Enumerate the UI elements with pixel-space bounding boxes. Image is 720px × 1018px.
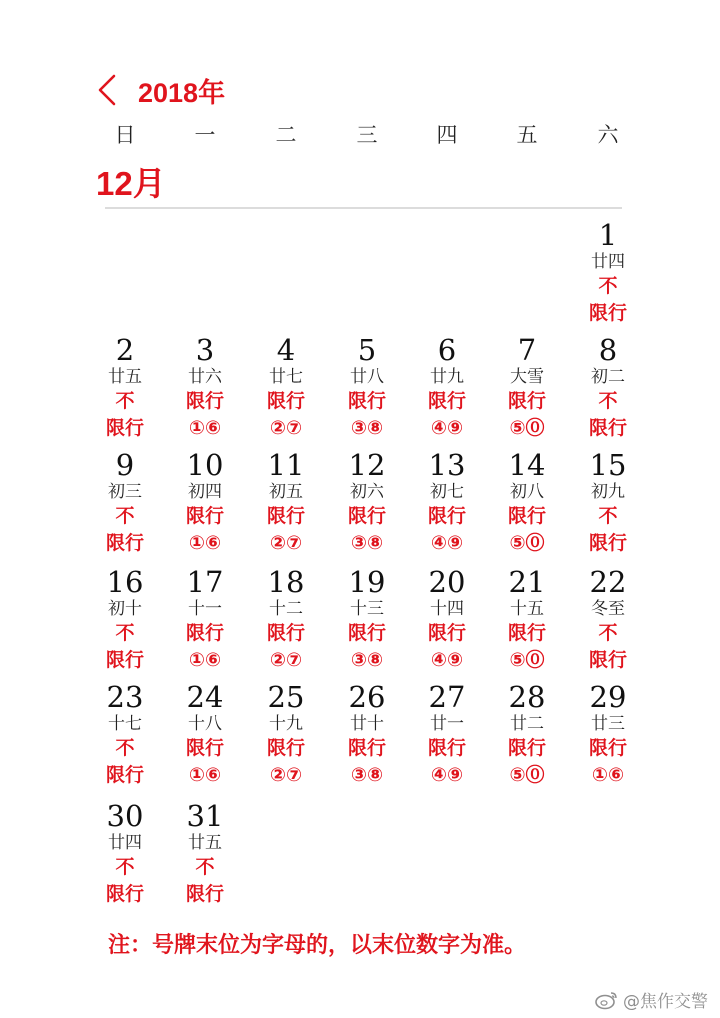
day-cell[interactable] — [571, 449, 645, 557]
restriction-line-2: ②⑦ — [269, 649, 303, 671]
restriction-line-2: 限行 — [105, 764, 144, 786]
restriction-line-2: 限行 — [588, 532, 627, 554]
day-cell[interactable] — [330, 449, 404, 557]
weekday-mon: 一 — [194, 123, 216, 147]
day-number: 2 — [115, 333, 135, 367]
restriction-line-1: 不 — [195, 856, 215, 878]
day-number: 4 — [276, 333, 296, 367]
day-number: 21 — [508, 565, 546, 599]
restriction-line-2: 限行 — [185, 883, 224, 905]
restriction-line-2: 限行 — [588, 417, 627, 439]
restriction-line-1: 不 — [598, 275, 618, 297]
restriction-line-2: ②⑦ — [269, 532, 303, 554]
lunar-date: 廿三 — [591, 714, 625, 734]
day-number: 8 — [598, 333, 618, 367]
day-number: 13 — [428, 448, 466, 482]
lunar-date: 廿四 — [591, 252, 625, 272]
weekday-sun: 日 — [114, 123, 136, 147]
restriction-line-1: 不 — [598, 505, 618, 527]
divider — [105, 207, 622, 209]
restriction-line-1: 不 — [115, 622, 135, 644]
restriction-line-2: ①⑥ — [591, 764, 625, 786]
day-cell[interactable] — [168, 681, 242, 789]
lunar-date: 十三 — [350, 599, 384, 619]
day-cell[interactable] — [490, 449, 564, 557]
day-number: 11 — [267, 448, 305, 482]
restriction-line-2: 限行 — [588, 649, 627, 671]
month-label: 12月 — [96, 165, 166, 202]
lunar-date: 初九 — [591, 482, 625, 502]
restriction-line-1: 不 — [115, 390, 135, 412]
lunar-date: 十四 — [430, 599, 464, 619]
restriction-line-1: 限行 — [507, 390, 546, 412]
weibo-logo-icon — [595, 990, 619, 1010]
restriction-line-2: ③⑧ — [350, 649, 384, 671]
lunar-date: 十五 — [510, 599, 544, 619]
day-cell[interactable] — [410, 681, 484, 789]
day-number: 12 — [348, 448, 386, 482]
lunar-date: 冬至 — [591, 599, 625, 619]
weekday-header-row — [0, 118, 720, 152]
restriction-line-1: 不 — [115, 737, 135, 759]
restriction-line-1: 限行 — [427, 622, 466, 644]
footnote: 注：号牌末位为字母的，以末位数字为准。 — [108, 933, 527, 958]
restriction-line-1: 限行 — [266, 505, 305, 527]
restriction-line-2: ⑤⓪ — [509, 532, 545, 554]
day-cell[interactable] — [490, 681, 564, 789]
restriction-line-1: 限行 — [427, 505, 466, 527]
lunar-date: 十九 — [269, 714, 303, 734]
restriction-line-1: 限行 — [347, 622, 386, 644]
restriction-line-2: 限行 — [588, 302, 627, 324]
lunar-date: 廿八 — [350, 367, 384, 387]
lunar-date: 十七 — [108, 714, 142, 734]
weekday-fri: 五 — [516, 123, 538, 147]
lunar-date: 廿九 — [430, 367, 464, 387]
day-cell[interactable] — [168, 334, 242, 442]
day-cell[interactable] — [330, 566, 404, 674]
restriction-line-1: 限行 — [347, 737, 386, 759]
day-cell[interactable] — [490, 334, 564, 442]
weekday-tue: 二 — [275, 123, 297, 147]
restriction-line-2: ③⑧ — [350, 417, 384, 439]
restriction-line-2: ①⑥ — [188, 649, 222, 671]
day-number: 5 — [357, 333, 377, 367]
day-cell[interactable] — [168, 800, 242, 908]
day-number: 3 — [195, 333, 215, 367]
lunar-date: 初七 — [430, 482, 464, 502]
restriction-line-2: ③⑧ — [350, 532, 384, 554]
restriction-line-1: 限行 — [185, 390, 224, 412]
restriction-line-1: 限行 — [185, 622, 224, 644]
weekday-wed: 三 — [356, 123, 378, 147]
watermark-text: @焦作交警 — [623, 992, 708, 1012]
weekday-thu: 四 — [436, 123, 458, 147]
restriction-line-1: 限行 — [185, 737, 224, 759]
lunar-date: 初八 — [510, 482, 544, 502]
day-number: 6 — [437, 333, 457, 367]
restriction-line-1: 限行 — [507, 505, 546, 527]
lunar-date: 廿四 — [108, 833, 142, 853]
restriction-line-1: 限行 — [347, 505, 386, 527]
lunar-date: 初二 — [591, 367, 625, 387]
weekday-sat: 六 — [597, 123, 619, 147]
restriction-line-2: ①⑥ — [188, 764, 222, 786]
day-cell[interactable] — [571, 334, 645, 442]
restriction-line-2: ⑤⓪ — [509, 764, 545, 786]
day-number: 24 — [186, 680, 224, 714]
day-cell[interactable] — [88, 334, 162, 442]
day-cell[interactable] — [330, 681, 404, 789]
lunar-date: 廿五 — [108, 367, 142, 387]
day-number: 25 — [267, 680, 305, 714]
day-cell[interactable] — [88, 449, 162, 557]
lunar-date: 廿五 — [188, 833, 222, 853]
day-number: 26 — [348, 680, 386, 714]
day-cell[interactable] — [88, 566, 162, 674]
day-cell[interactable] — [571, 566, 645, 674]
lunar-date: 初三 — [108, 482, 142, 502]
day-cell[interactable] — [490, 566, 564, 674]
restriction-line-1: 限行 — [507, 737, 546, 759]
lunar-date: 廿一 — [430, 714, 464, 734]
restriction-line-2: ⑤⓪ — [509, 417, 545, 439]
day-number: 17 — [186, 565, 224, 599]
day-cell[interactable] — [249, 566, 323, 674]
restriction-line-2: ③⑧ — [350, 764, 384, 786]
day-number: 9 — [115, 448, 135, 482]
day-number: 28 — [508, 680, 546, 714]
restriction-line-2: ④⑨ — [430, 764, 464, 786]
restriction-line-1: 限行 — [266, 737, 305, 759]
lunar-date: 初六 — [350, 482, 384, 502]
day-cell[interactable] — [168, 566, 242, 674]
watermark — [595, 987, 708, 1012]
day-number: 19 — [348, 565, 386, 599]
restriction-line-2: ⑤⓪ — [509, 649, 545, 671]
day-cell[interactable] — [168, 449, 242, 557]
restriction-line-2: ①⑥ — [188, 532, 222, 554]
day-cell[interactable] — [571, 681, 645, 789]
restriction-line-2: ②⑦ — [269, 764, 303, 786]
restriction-line-1: 限行 — [507, 622, 546, 644]
restriction-line-2: 限行 — [105, 883, 144, 905]
day-number: 10 — [186, 448, 224, 482]
day-cell[interactable] — [88, 800, 162, 908]
lunar-date: 初五 — [269, 482, 303, 502]
day-cell[interactable] — [571, 219, 645, 327]
lunar-date: 廿十 — [350, 714, 384, 734]
day-number: 20 — [428, 565, 466, 599]
lunar-date: 大雪 — [510, 367, 544, 387]
restriction-line-1: 不 — [598, 390, 618, 412]
restriction-line-2: 限行 — [105, 649, 144, 671]
restriction-line-2: 限行 — [105, 417, 144, 439]
lunar-date: 十一 — [188, 599, 222, 619]
day-cell[interactable] — [249, 681, 323, 789]
restriction-line-1: 限行 — [185, 505, 224, 527]
day-cell[interactable] — [410, 334, 484, 442]
year-header — [96, 70, 225, 110]
day-number: 18 — [267, 565, 305, 599]
restriction-line-1: 限行 — [427, 390, 466, 412]
day-number: 30 — [106, 799, 144, 833]
lunar-date: 廿六 — [188, 367, 222, 387]
restriction-line-1: 限行 — [266, 390, 305, 412]
restriction-line-2: ①⑥ — [188, 417, 222, 439]
restriction-line-2: ④⑨ — [430, 532, 464, 554]
restriction-line-1: 限行 — [266, 622, 305, 644]
lunar-date: 十八 — [188, 714, 222, 734]
restriction-line-1: 不 — [598, 622, 618, 644]
restriction-line-1: 不 — [115, 505, 135, 527]
lunar-date: 初四 — [188, 482, 222, 502]
lunar-date: 廿七 — [269, 367, 303, 387]
day-number: 1 — [598, 218, 618, 252]
day-cell[interactable] — [249, 334, 323, 442]
day-number: 27 — [428, 680, 466, 714]
day-number: 23 — [106, 680, 144, 714]
lunar-date: 廿二 — [510, 714, 544, 734]
day-cell[interactable] — [410, 566, 484, 674]
day-number: 15 — [589, 448, 627, 482]
restriction-line-1: 限行 — [588, 737, 627, 759]
restriction-line-2: 限行 — [105, 532, 144, 554]
restriction-line-2: ④⑨ — [430, 417, 464, 439]
day-cell[interactable] — [330, 334, 404, 442]
restriction-line-1: 限行 — [347, 390, 386, 412]
restriction-line-2: ②⑦ — [269, 417, 303, 439]
year-label: 2018年 — [138, 77, 226, 108]
restriction-line-2: ④⑨ — [430, 649, 464, 671]
day-cell[interactable] — [410, 449, 484, 557]
day-cell[interactable] — [249, 449, 323, 557]
lunar-date: 十二 — [269, 599, 303, 619]
day-number: 7 — [517, 333, 537, 367]
day-number: 31 — [186, 799, 224, 833]
day-cell[interactable] — [88, 681, 162, 789]
day-number: 22 — [589, 565, 627, 599]
restriction-line-1: 不 — [115, 856, 135, 878]
chevron-left-icon — [96, 73, 118, 107]
lunar-date: 初十 — [108, 599, 142, 619]
back-button[interactable] — [96, 70, 130, 110]
day-number: 16 — [106, 565, 144, 599]
day-number: 14 — [508, 448, 546, 482]
day-number: 29 — [589, 680, 627, 714]
restriction-line-1: 限行 — [427, 737, 466, 759]
